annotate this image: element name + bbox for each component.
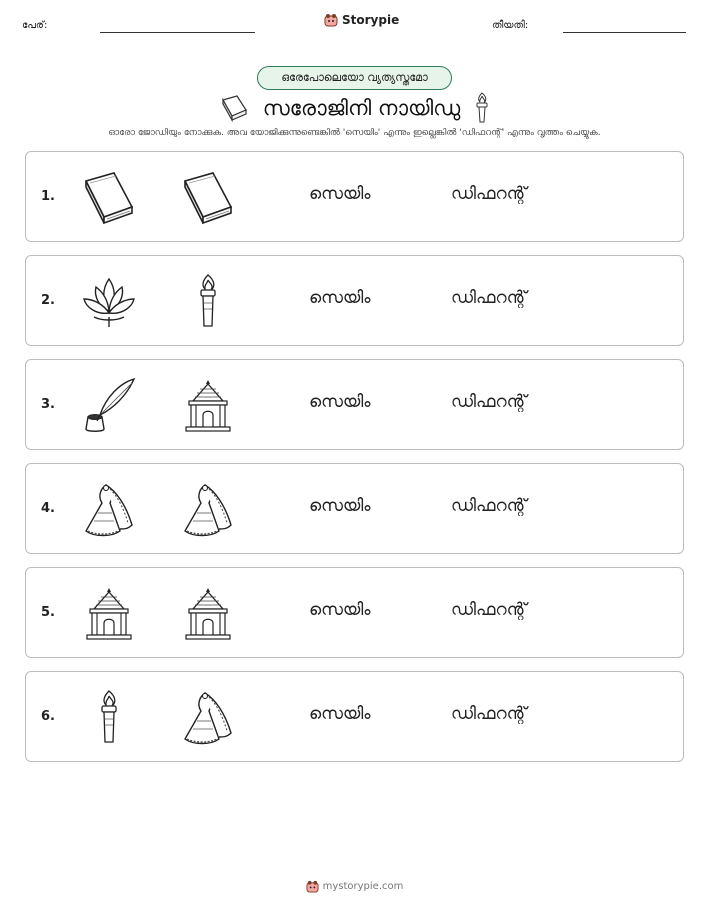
brand-logo	[324, 13, 399, 27]
row-number: 5.	[41, 605, 55, 620]
pair-row-6	[25, 671, 684, 762]
book-icon	[179, 169, 237, 227]
torch-icon	[179, 273, 237, 331]
saree-icon	[179, 689, 237, 747]
row-number: 2.	[41, 293, 55, 308]
book-icon	[219, 94, 249, 122]
footer	[0, 880, 709, 893]
row-number: 6.	[41, 709, 55, 724]
option-different[interactable]: ഡിഫറന്റ്	[451, 600, 527, 620]
option-same[interactable]: സെയിം	[309, 392, 371, 412]
option-different[interactable]: ഡിഫറന്റ്	[451, 704, 527, 724]
option-same[interactable]: സെയിം	[309, 600, 371, 620]
page-title: സരോജിനി നായിഡു	[262, 95, 461, 120]
option-different[interactable]: ഡിഫറന്റ്	[451, 496, 527, 516]
pair-row-2	[25, 255, 684, 346]
name-line[interactable]	[100, 32, 255, 33]
date-line[interactable]	[563, 32, 686, 33]
option-same[interactable]: സെയിം	[309, 288, 371, 308]
row-number: 1.	[41, 189, 55, 204]
saree-icon	[179, 481, 237, 539]
brand-name: Storypie	[342, 13, 400, 27]
storypie-mascot-icon	[306, 880, 319, 893]
option-different[interactable]: ഡിഫറന്റ്	[451, 392, 527, 412]
temple-icon	[179, 585, 237, 643]
option-same[interactable]: സെയിം	[309, 704, 371, 724]
option-same[interactable]: സെയിം	[309, 184, 371, 204]
footer-url[interactable]: mystorypie.com	[322, 881, 404, 892]
instructions: ഓരോ ജോഡിയും നോക്കുക. അവ യോജിക്കുന്നുണ്ടെങ്കിൽ 'സെയിം' എന്നും ഇല്ലെങ്കിൽ 'ഡിഫറന്റ്' എന്നും വൃത്തം ചെയ്യുക.	[108, 128, 601, 138]
worksheet-type-badge: ഒരേപോലെയോ വ്യത്യസ്തമോ	[257, 66, 452, 90]
name-label: പേര്:	[22, 20, 48, 31]
book-icon	[80, 169, 138, 227]
torch-icon	[474, 92, 490, 124]
saree-icon	[80, 481, 138, 539]
torch-icon	[80, 689, 138, 747]
title-row	[0, 92, 709, 124]
storypie-mascot-icon	[324, 13, 338, 27]
pair-row-3	[25, 359, 684, 450]
pair-row-5	[25, 567, 684, 658]
lotus-icon	[80, 273, 138, 331]
pair-row-4	[25, 463, 684, 554]
row-number: 3.	[41, 397, 55, 412]
row-number: 4.	[41, 501, 55, 516]
date-label: തീയതി:	[492, 20, 529, 31]
pair-row-1	[25, 151, 684, 242]
option-different[interactable]: ഡിഫറന്റ്	[451, 288, 527, 308]
temple-icon	[80, 585, 138, 643]
quill-inkpot-icon	[80, 377, 138, 435]
option-same[interactable]: സെയിം	[309, 496, 371, 516]
option-different[interactable]: ഡിഫറന്റ്	[451, 184, 527, 204]
temple-icon	[179, 377, 237, 435]
